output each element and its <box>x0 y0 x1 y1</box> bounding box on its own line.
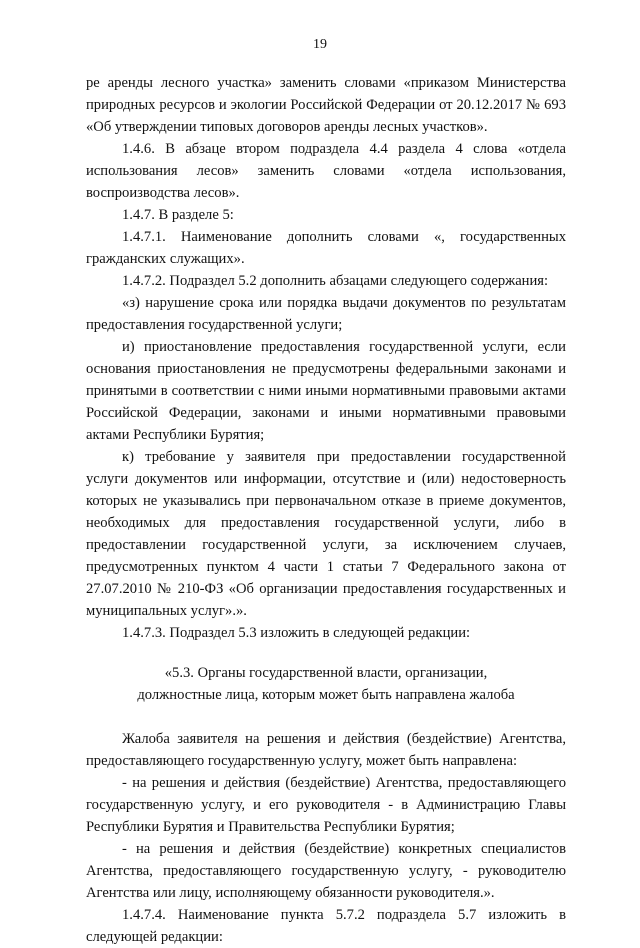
paragraph: - на решения и действия (бездействие) Агентства, предоставляющего государственную услугу, и его руководителя - в Администрацию Главы Республики Бурятия и Правительства Республики Бурятия; <box>86 775 566 835</box>
page-number: 19 <box>313 37 327 52</box>
paragraph: 1.4.7.4. Наименование пункта 5.7.2 подраздела 5.7 изложить в следующей редакции: <box>86 907 566 945</box>
paragraphs-after-heading <box>86 728 566 948</box>
paragraph: - на решения и действия (бездействие) конкретных специалистов Агентства, предоставляющего государственную услугу, - руководителю Агентства или лицу, исполняющему обязанности руководителя.». <box>86 841 566 901</box>
paragraph: и) приостановление предоставления государственной услуги, если основания приостановления не предусмотрены федеральными законами и принятыми в соответствии с ними иными нормативными правовыми актами Российской Федерации, законами и иными нормативными правовыми актами Республики Бурятия; <box>86 339 566 443</box>
paragraph: 1.4.7.2. Подраздел 5.2 дополнить абзацами следующего содержания: <box>122 273 549 289</box>
paragraph: 1.4.6. В абзаце втором подраздела 4.4 раздела 4 слова «отдела использования лесов» заменить словами «отдела использования, воспроизводства лесов». <box>86 141 566 201</box>
paragraph: 1.4.7. В разделе 5: <box>122 207 234 223</box>
document-body <box>86 72 566 948</box>
section-heading-line-2: должностные лица, которым может быть направлена жалоба <box>137 687 515 703</box>
paragraph: 1.4.7.3. Подраздел 5.3 изложить в следующей редакции: <box>122 625 471 641</box>
paragraphs-before-heading <box>86 72 566 644</box>
paragraph: ре аренды лесного участка» заменить словами «приказом Министерства природных ресурсов и экологии Российской Федерации от 20.12.2017 № 693 «Об утверждении типовых договоров аренды лесных участков». <box>86 75 566 135</box>
paragraph: к) требование у заявителя при предоставлении государственной услуги документов или информации, отсутствие и (или) недостоверность которых не указывались при первоначальном отказе в приеме документов, необходимых для предоставления государственной услуги, либо в предоставлении государственной услуги, за исключением случаев, предусмотренных пунктом 4 части 1 статьи 7 Федерального закона от 27.07.2010 № 210-ФЗ «Об организации предоставления государственных и муниципальных услуг».». <box>86 449 566 619</box>
paragraph: «з) нарушение срока или порядка выдачи документов по результатам предоставления государственной услуги; <box>86 295 566 333</box>
paragraph: Жалоба заявителя на решения и действия (бездействие) Агентства, предоставляющего государственную услугу, может быть направлена: <box>86 731 566 769</box>
paragraph: 1.4.7.1. Наименование дополнить словами «, государственных гражданских служащих». <box>86 229 566 267</box>
section-heading-line-1: «5.3. Органы государственной власти, организации, <box>164 665 488 681</box>
